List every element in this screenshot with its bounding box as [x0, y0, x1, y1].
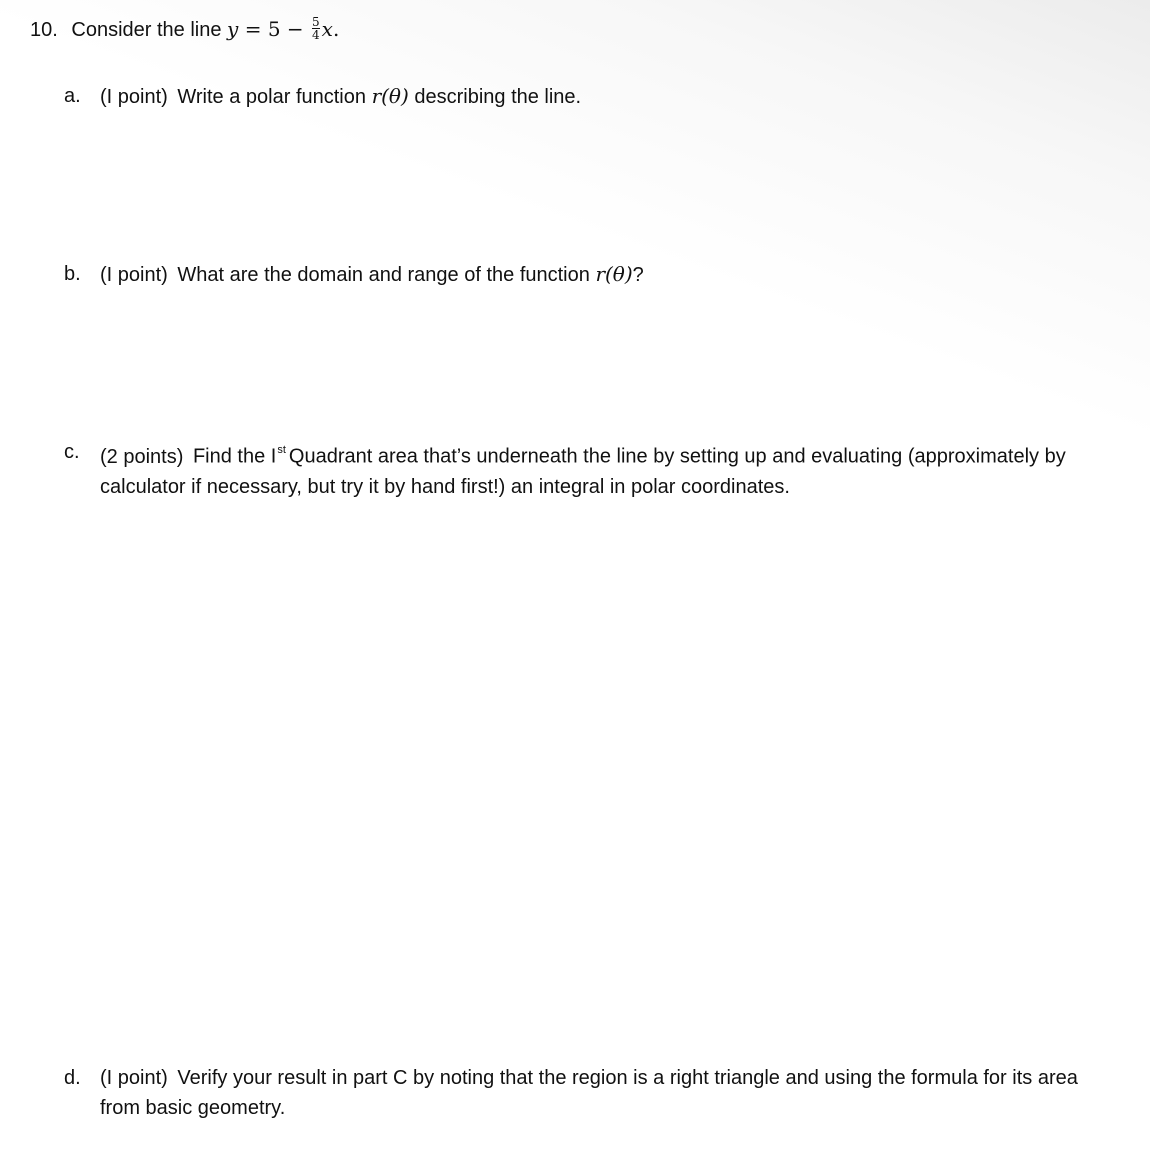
part-d-points: (I point)	[100, 1067, 168, 1089]
part-b-body	[100, 259, 1114, 290]
part-b-math	[595, 262, 632, 286]
part-a-text-after: describing the line.	[414, 86, 582, 108]
part-c-points: (2 points)	[100, 445, 184, 468]
question-intro: Consider the line	[71, 19, 222, 41]
equation-fraction	[312, 16, 320, 41]
part-a-body	[100, 81, 1114, 112]
part-d	[64, 1063, 1114, 1123]
part-a-text-before: Write a polar function	[177, 86, 366, 108]
part-b-points: (I point)	[100, 264, 168, 286]
fraction-denominator: 4	[312, 28, 320, 42]
part-a-letter: a.	[64, 85, 81, 107]
part-d-body	[100, 1063, 1114, 1123]
equation-lhs: y	[227, 17, 239, 41]
part-a-points: (I point)	[100, 86, 168, 108]
part-c	[64, 437, 1114, 502]
polar-function-r-theta: r(θ)	[371, 84, 409, 108]
part-c-body	[100, 437, 1114, 502]
part-c-text-after: Quadrant area that’s underneath the line by setting up and evaluating (approximately by calculator if necessary, but try it by hand first!) an integral in polar coordinates.	[100, 445, 1066, 498]
part-c-superscript: st	[277, 444, 286, 456]
part-c-letter: c.	[64, 441, 80, 463]
part-a-math	[372, 84, 409, 108]
line-equation	[227, 17, 339, 41]
part-b-text-after: ?	[632, 264, 644, 286]
part-c-text-before: Find the I	[192, 445, 277, 468]
equation-variable: x	[321, 17, 333, 41]
equation-equals: = 5 −	[238, 17, 311, 41]
part-b	[64, 259, 1114, 290]
question-number: 10.	[30, 19, 58, 41]
part-d-letter: d.	[64, 1067, 81, 1089]
question-header	[30, 14, 339, 45]
polar-function-r-theta: r(θ)	[595, 262, 633, 286]
part-a	[64, 81, 1114, 112]
part-b-text-before: What are the domain and range of the function	[177, 264, 590, 286]
part-b-letter: b.	[64, 263, 81, 285]
equation-end: .	[332, 17, 340, 41]
fraction-numerator: 5	[312, 15, 320, 29]
part-d-text: Verify your result in part C by noting that the region is a right triangle and using the formula for its area from basic geometry.	[100, 1067, 1078, 1119]
